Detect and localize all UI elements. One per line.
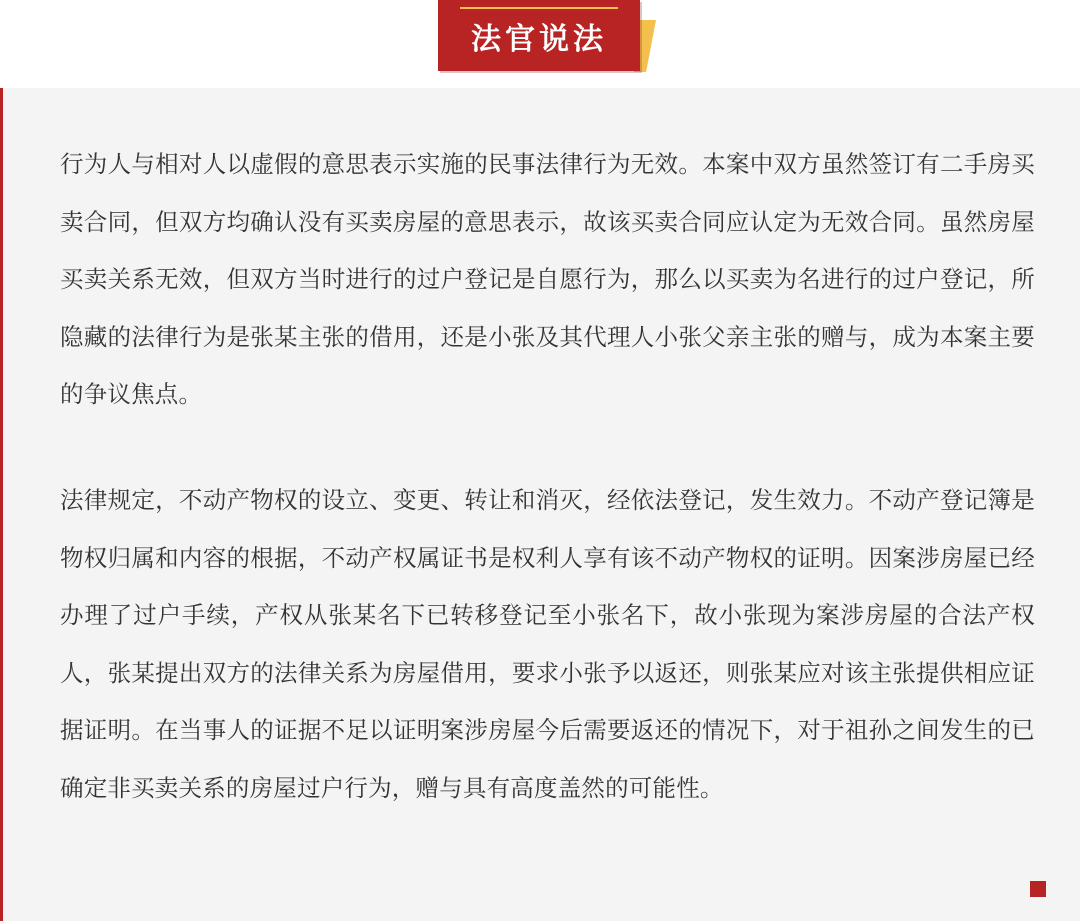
section-title: 法官说法 — [471, 22, 607, 57]
paragraph-2: 法律规定，不动产物权的设立、变更、转让和消灭，经依法登记，发生效力。不动产登记簿是物权归属和内容的根据，不动产权属证书是权利人享有该不动产物权的证明。因案涉房屋已经办理了过户手续，产权从张某名下已转移登记至小张名下，故小张现为案涉房屋的合法产权人，张某提出双方的法律关系为房屋借用，要求小张予以返还，则张某应对该主张提供相应证据证明。在当事人的证据不足以证明案涉房屋今后需要返还的情况下，对于祖孙之间发生的已确定非买卖关系的房屋过户行为，赠与具有高度盖然的可能性。 — [60, 486, 1035, 802]
content-panel — [0, 88, 1080, 921]
section-header-badge — [438, 0, 640, 71]
corner-square-decoration — [1030, 881, 1046, 897]
paragraph-1: 行为人与相对人以虚假的意思表示实施的民事法律行为无效。本案中双方虽然签订有二手房买卖合同，但双方均确认没有买卖房屋的意思表示，故该买卖合同应认定为无效合同。虽然房屋买卖关系无效，但双方当时进行的过户登记是自愿行为，那么以买卖为名进行的过户登记，所隐藏的法律行为是张某主张的借用，还是小张及其代理人小张父亲主张的赠与，成为本案主要的争议焦点。 — [60, 150, 1035, 409]
badge-accent-line — [460, 7, 618, 9]
